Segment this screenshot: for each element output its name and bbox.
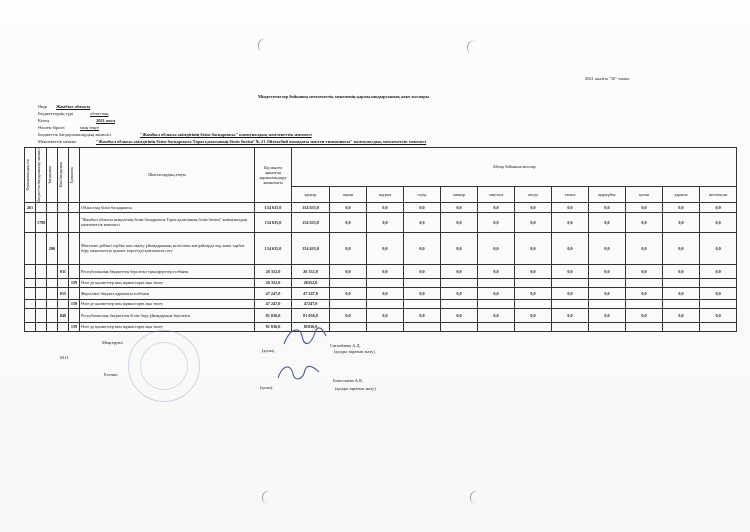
month-value: 0,0 (663, 308, 700, 322)
code-functional-group (25, 308, 36, 322)
month-value (626, 322, 663, 331)
header-month: желтоқсан (700, 186, 737, 202)
code-subprogram (58, 202, 69, 212)
info-value-budget-type: облыстық (90, 111, 109, 116)
month-value (552, 322, 589, 331)
month-value: 26352,0 (292, 278, 330, 287)
header-subprogram: Кіші бағдарлама (58, 148, 69, 203)
month-value (367, 278, 404, 287)
month-value: 0,0 (404, 212, 441, 232)
header-month: қазан (626, 186, 663, 202)
month-value: 0,0 (663, 264, 700, 278)
info-label-unit: Өлшем бірлігі (38, 125, 65, 130)
month-value (552, 299, 589, 308)
month-value: 0,0 (515, 264, 552, 278)
month-value: 0,0 (330, 264, 367, 278)
month-value: 0,0 (515, 202, 552, 212)
month-value: 0,0 (515, 232, 552, 264)
month-value: 154 635,0 (292, 202, 330, 212)
month-value: 0,0 (441, 308, 478, 322)
month-value: 0,0 (552, 202, 589, 212)
month-value: 0,0 (404, 264, 441, 278)
month-value: 0,0 (367, 202, 404, 212)
header-annual-total: Бір жылға арналған қаржыландыру жиынтығы (255, 148, 292, 203)
code-specific (69, 264, 80, 278)
month-value: 0,0 (589, 232, 626, 264)
month-value (700, 278, 737, 287)
code-subprogram (58, 278, 69, 287)
expense-name: Өзге де қызметтер мен жұмыстарға ақы төлеу (80, 299, 255, 308)
code-subprogram: 011 (58, 264, 69, 278)
month-value: 0,0 (552, 287, 589, 299)
accountant-label: Есепші (104, 372, 118, 377)
code-specific: 159 (69, 299, 80, 308)
month-value (478, 322, 515, 331)
code-budget-admin (36, 308, 47, 322)
code-budget-admin (36, 264, 47, 278)
month-value: 0,0 (330, 202, 367, 212)
month-value (404, 322, 441, 331)
signature-1-hint: (қолы) (262, 348, 275, 353)
month-value (663, 278, 700, 287)
month-value (515, 278, 552, 287)
code-budget-admin (36, 232, 47, 264)
month-value: 0,0 (589, 308, 626, 322)
month-value: 154 635,0 (292, 212, 330, 232)
table-row (25, 264, 737, 278)
code-subprogram (58, 232, 69, 264)
month-value: 0,0 (367, 287, 404, 299)
month-value: 0,0 (663, 202, 700, 212)
month-value: 0,0 (330, 212, 367, 232)
table-row (25, 299, 737, 308)
code-specific (69, 308, 80, 322)
seal-place-label: М.О. (60, 355, 70, 360)
code-program: 200 (47, 232, 58, 264)
month-value: 0,0 (478, 232, 515, 264)
document-title: Міндеттемелер бойынша мемлекеттік мекеменің қаржыландыруының жеке жоспары (258, 94, 430, 99)
hole-punch-mark (256, 37, 271, 54)
code-program (47, 202, 58, 212)
expense-name: Облыстың білім басқармасы (80, 202, 255, 212)
month-value: 0,0 (552, 212, 589, 232)
annual-total: 154 635,0 (255, 212, 292, 232)
month-value (700, 299, 737, 308)
code-functional-group (25, 278, 36, 287)
month-value (330, 299, 367, 308)
month-value: 0,0 (330, 232, 367, 264)
code-budget-admin (36, 287, 47, 299)
info-value-institution: "Жамбыл облысы әкімдігінің білім басқармасы Тараз қаласының білім бөлімі"№ 21 Әйтекебий атындағы мектеп-гимназиясы" коммуналдық мемлекеттік мекемесі (96, 139, 427, 144)
signature-2-decode: (қолды таратып жазу) (335, 386, 376, 391)
month-value: 0,0 (404, 202, 441, 212)
table-row (25, 202, 737, 212)
month-value: 0,0 (330, 287, 367, 299)
month-value (515, 322, 552, 331)
month-value (663, 299, 700, 308)
code-budget-admin (36, 202, 47, 212)
month-value: 0,0 (589, 264, 626, 278)
header-expense-name: Шығыстардың атауы (80, 148, 255, 203)
code-specific (69, 212, 80, 232)
month-value: 0,0 (404, 287, 441, 299)
month-value (404, 299, 441, 308)
month-value (404, 278, 441, 287)
month-value: 0,0 (441, 264, 478, 278)
info-value-period: 2021 жыл (96, 118, 115, 123)
month-value: 0,0 (552, 308, 589, 322)
signature-1-name: Сатпабаева А.Д. (330, 343, 361, 348)
month-value: 0,0 (589, 202, 626, 212)
month-value: 0,0 (441, 287, 478, 299)
info-label-budget-type: Бюджеттердің түрі (38, 111, 74, 116)
month-value: 0,0 (700, 308, 737, 322)
code-subprogram (58, 299, 69, 308)
code-program (47, 299, 58, 308)
signature-1-decode: (қолды таратып жазу) (334, 349, 375, 354)
code-budget-admin (36, 299, 47, 308)
code-functional-group (25, 287, 36, 299)
code-functional-group (25, 299, 36, 308)
code-program (47, 322, 58, 331)
header-functional-group: Функционалдық топ (25, 148, 36, 203)
month-value: 0,0 (663, 287, 700, 299)
month-value (589, 278, 626, 287)
month-value (589, 322, 626, 331)
month-value: 0,0 (404, 232, 441, 264)
code-budget-admin: 1788 (36, 212, 47, 232)
month-value: 0,0 (441, 212, 478, 232)
month-value (515, 299, 552, 308)
code-budget-admin (36, 278, 47, 287)
month-value: 0,0 (700, 232, 737, 264)
header-month: ақпан (330, 186, 367, 202)
month-value (626, 299, 663, 308)
month-value: 154 635,0 (292, 232, 330, 264)
month-value: 81 036,0 (292, 308, 330, 322)
code-functional-group: 261 (25, 202, 36, 212)
month-value: 0,0 (478, 287, 515, 299)
header-specific: Ерекшелік (69, 148, 80, 203)
month-value: 0,0 (367, 264, 404, 278)
hole-punch-mark (260, 489, 275, 506)
month-value (367, 299, 404, 308)
code-functional-group (25, 212, 36, 232)
info-value-administrator: "Жамбыл облысы әкімдігінің білім басқармасы" коммуналдық мемлекеттік мекемесі (140, 132, 312, 137)
month-value: 0,0 (626, 232, 663, 264)
month-value: 0,0 (478, 308, 515, 322)
table-row (25, 287, 737, 299)
month-value (441, 278, 478, 287)
info-label-institution: Мемлекеттік мекеме (38, 139, 77, 144)
expense-name: Республикалық бюджеттен берілетін трансферттер есебінен (80, 264, 255, 278)
month-value (478, 299, 515, 308)
code-specific: 159 (69, 322, 80, 331)
table-row (25, 322, 737, 331)
month-value: 0,0 (441, 232, 478, 264)
month-value: 0,0 (626, 212, 663, 232)
month-value: 0,0 (367, 212, 404, 232)
header-month: маусым (478, 186, 515, 202)
month-value: 0,0 (700, 202, 737, 212)
month-value: 0,0 (478, 212, 515, 232)
code-functional-group (25, 264, 36, 278)
month-value: 0,0 (515, 212, 552, 232)
code-program (47, 308, 58, 322)
annual-total: 26 352,0 (255, 278, 292, 287)
month-value: 0,0 (552, 264, 589, 278)
header-month: шілде (515, 186, 552, 202)
month-value (589, 299, 626, 308)
expense-name: Жергілікті бюджет қаражаты есебінен (80, 287, 255, 299)
expense-name: "Жамбыл облысы әкімдігінің білім басқармасы Тараз қаласының білім бөлімі" коммуналдық мемлекеттік мекемесі (80, 212, 255, 232)
code-specific (69, 287, 80, 299)
header-program: Бағдарлама (47, 148, 58, 203)
code-functional-group (25, 322, 36, 331)
table-body (25, 202, 737, 331)
month-value: 0,0 (626, 308, 663, 322)
month-value: 0,0 (478, 202, 515, 212)
info-label-region: Өңір (38, 104, 47, 109)
table-row (25, 308, 737, 322)
header-monthly-plan: Айлар бойынша жоспар (292, 148, 737, 187)
signature-2 (275, 360, 323, 386)
header-month: қараша (663, 186, 700, 202)
table-row (25, 278, 737, 287)
month-value: 0,0 (626, 287, 663, 299)
month-value: 81036,0 (292, 322, 330, 331)
month-value: 47247,0 (292, 299, 330, 308)
month-value (330, 322, 367, 331)
info-label-period: Кезең (38, 118, 49, 123)
month-value: 0,0 (589, 287, 626, 299)
code-subprogram: 048 (58, 308, 69, 322)
month-value: 0,0 (478, 264, 515, 278)
code-program (47, 278, 58, 287)
month-value: 0,0 (663, 212, 700, 232)
code-program (47, 264, 58, 278)
month-value (663, 322, 700, 331)
month-value: 0,0 (441, 202, 478, 212)
month-value: 0,0 (515, 287, 552, 299)
code-program (47, 212, 58, 232)
month-value: 26 352,0 (292, 264, 330, 278)
annual-total: 47 247,0 (255, 299, 292, 308)
code-specific (69, 232, 80, 264)
month-value (626, 278, 663, 287)
month-value: 0,0 (404, 308, 441, 322)
month-value: 0,0 (700, 264, 737, 278)
month-value (441, 322, 478, 331)
header-month: қаңтар (292, 186, 330, 202)
header-month: наурыз (367, 186, 404, 202)
month-value: 0,0 (700, 287, 737, 299)
month-value: 0,0 (515, 308, 552, 322)
head-label: Меңгеруші (102, 340, 123, 345)
month-value: 0,0 (626, 264, 663, 278)
official-seal-inner (140, 342, 188, 390)
annual-total: 154 635,0 (255, 232, 292, 264)
header-budget-admin: Бюджеттік бағдарламалар әкімшісі (36, 148, 47, 203)
month-value: 47 247,0 (292, 287, 330, 299)
month-value (478, 278, 515, 287)
table-row (25, 212, 737, 232)
date-line: 2021 жылғы "30" тамыз (585, 76, 630, 81)
code-specific: 159 (69, 278, 80, 287)
expense-name: Республикалық бюджеттен білім беру ұйымдарына берілетін (80, 308, 255, 322)
financing-plan-table (24, 147, 737, 332)
code-functional-group (25, 232, 36, 264)
month-value: 0,0 (330, 308, 367, 322)
hole-punch-mark (465, 39, 480, 56)
header-month: мамыр (441, 186, 478, 202)
table-row (25, 232, 737, 264)
annual-total: 154 635,0 (255, 202, 292, 212)
month-value: 0,0 (626, 202, 663, 212)
month-value (700, 322, 737, 331)
month-value: 0,0 (589, 212, 626, 232)
month-value: 0,0 (700, 212, 737, 232)
code-budget-admin (36, 322, 47, 331)
code-subprogram (58, 322, 69, 331)
month-value (367, 322, 404, 331)
month-value (441, 299, 478, 308)
signature-2-hint: (қолы) (260, 385, 273, 390)
code-subprogram (58, 212, 69, 232)
header-month: тамыз (552, 186, 589, 202)
month-value (330, 278, 367, 287)
month-value (552, 278, 589, 287)
info-value-unit: мың теңге (80, 125, 100, 130)
signature-1 (280, 322, 330, 352)
expense-name: Өзге де қызметтер мен жұмыстарға ақы төлеу (80, 322, 255, 331)
month-value: 0,0 (367, 232, 404, 264)
code-program (47, 287, 58, 299)
annual-total: 81 036,0 (255, 308, 292, 322)
code-subprogram: 015 (58, 287, 69, 299)
hole-punch-mark (468, 489, 483, 506)
signature-2-name: Бекеспаева А.К. (333, 378, 364, 383)
month-value: 0,0 (663, 232, 700, 264)
header-month: сәуір (404, 186, 441, 202)
month-value: 0,0 (552, 232, 589, 264)
annual-total: 81 036,0 (255, 322, 292, 331)
annual-total: 47 247,0 (255, 287, 292, 299)
header-month: қыркүйек (589, 186, 626, 202)
month-value: 0,0 (367, 308, 404, 322)
expense-name: Мектепке дейінгі тәрбие мен оқыту ұйымдарының келісілген жағдайларда оқу және тәрбие беру мемлекеттік қызмет көрсетуді қамтамасыз ету (80, 232, 255, 264)
info-value-region: Жамбыл облысы (56, 104, 91, 109)
annual-total: 26 352,0 (255, 264, 292, 278)
code-specific (69, 202, 80, 212)
info-label-administrator: Бюджеттік бағдарламалардың әкімшісі (38, 132, 111, 137)
expense-name: Өзге де қызметтер мен жұмыстарға ақы төлеу (80, 278, 255, 287)
